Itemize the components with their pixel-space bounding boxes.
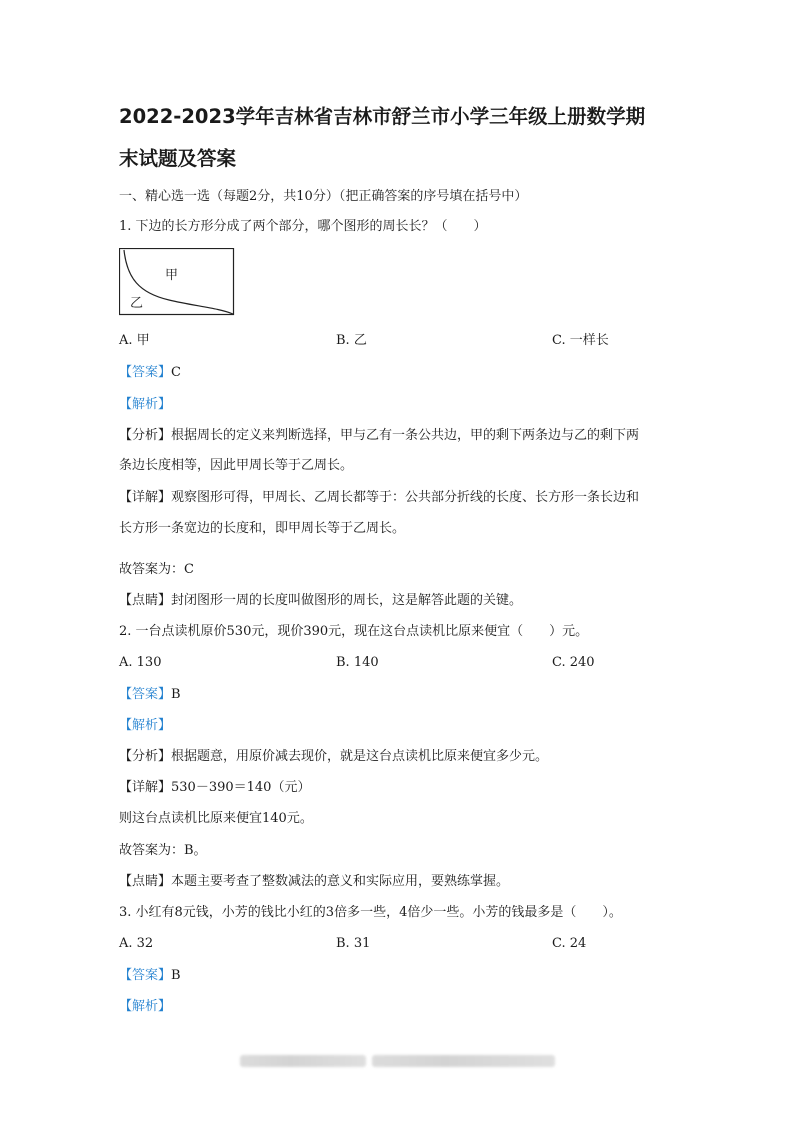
q3-stem: 3. 小红有8元钱，小芳的钱比小红的3倍多一些，4倍少一些。小芳的钱最多是（ ）。 — [119, 905, 622, 920]
q3-analysis-tag — [119, 998, 171, 1016]
document-title-line-2: 末试题及答案 — [119, 147, 237, 170]
answer-value: B — [171, 687, 181, 702]
document-title-line-1: 2022-2023学年吉林省吉林市舒兰市小学三年级上册数学期 — [119, 105, 646, 128]
q1-xiangjie-line-1 — [119, 489, 639, 507]
label-jia: 甲 — [165, 268, 179, 283]
dianjing-tag: 【点睛】 — [119, 874, 172, 889]
fenxi-text: 根据周长的定义来判断选择，甲与乙有一条公共边，甲的剩下两条边与乙的剩下两 — [171, 428, 640, 443]
q3-option-a: A. 32 — [119, 936, 154, 951]
q2-xiangjie — [119, 779, 310, 797]
section-heading: 一、精心选一选（每题2分，共10分）（把正确答案的序号填在括号中） — [119, 189, 528, 204]
dianjing-tag: 【点睛】 — [119, 593, 172, 608]
analysis-tag: 【解析】 — [119, 397, 172, 412]
q3-option-c: C. 24 — [552, 936, 587, 951]
q2-analysis-tag — [119, 717, 171, 735]
q1-option-a: A. 甲 — [119, 333, 150, 348]
q1-rectangle-figure — [119, 248, 235, 316]
q1-conclusion: 故答案为：C — [119, 562, 194, 577]
q2-option-a: A. 130 — [119, 655, 162, 670]
rectangle-diagram — [119, 248, 235, 316]
q1-stem: 1. 下边的长方形分成了两个部分，哪个图形的周长长？（ ） — [119, 219, 487, 234]
xiangjie-tag: 【详解】 — [119, 780, 172, 795]
xiangjie-text: 530－390＝140（元） — [171, 780, 311, 795]
analysis-tag: 【解析】 — [119, 718, 172, 733]
q2-option-b: B. 140 — [336, 655, 379, 670]
q2-conclusion: 故答案为：B。 — [119, 843, 207, 858]
fenxi-tag: 【分析】 — [119, 428, 172, 443]
answer-tag: 【答案】 — [119, 968, 172, 983]
q1-fenxi-line-2: 条边长度相等，因此甲周长等于乙周长。 — [119, 458, 354, 473]
q1-option-c: C. 一样长 — [552, 333, 609, 348]
fenxi-text: 根据题意，用原价减去现价，就是这台点读机比原来便宜多少元。 — [171, 749, 549, 764]
answer-value: B — [171, 968, 181, 983]
fenxi-tag: 【分析】 — [119, 749, 172, 764]
q1-option-b: B. 乙 — [336, 333, 367, 348]
q3-option-b: B. 31 — [336, 936, 371, 951]
q2-option-c: C. 240 — [552, 655, 595, 670]
q1-analysis-tag — [119, 396, 171, 414]
q1-fenxi-line-1 — [119, 427, 639, 445]
q2-xiangjie-2: 则这台点读机比原来便宜140元。 — [119, 811, 313, 826]
dianjing-text: 本题主要考查了整数减法的意义和实际应用，要熟练掌握。 — [171, 874, 510, 889]
q2-dianjing — [119, 873, 509, 891]
answer-tag: 【答案】 — [119, 687, 172, 702]
q2-fenxi — [119, 748, 548, 766]
footer-watermark-left — [240, 1055, 366, 1067]
analysis-tag: 【解析】 — [119, 999, 172, 1014]
q3-answer — [119, 967, 181, 985]
answer-tag: 【答案】 — [119, 365, 172, 380]
xiangjie-tag: 【详解】 — [119, 490, 172, 505]
footer-watermark-right — [372, 1055, 555, 1067]
dianjing-text: 封闭图形一周的长度叫做图形的周长，这是解答此题的关键。 — [171, 593, 523, 608]
q1-dianjing — [119, 592, 522, 610]
answer-value: C — [171, 365, 181, 380]
label-yi: 乙 — [130, 296, 144, 311]
q1-xiangjie-line-2: 长方形一条宽边的长度和，即甲周长等于乙周长。 — [119, 521, 406, 536]
q1-answer — [119, 364, 181, 382]
xiangjie-text: 观察图形可得，甲周长、乙周长都等于：公共部分折线的长度、长方形一条长边和 — [171, 490, 640, 505]
q2-answer — [119, 686, 181, 704]
q2-stem: 2. 一台点读机原价530元，现价390元，现在这台点读机比原来便宜（ ）元。 — [119, 624, 589, 639]
